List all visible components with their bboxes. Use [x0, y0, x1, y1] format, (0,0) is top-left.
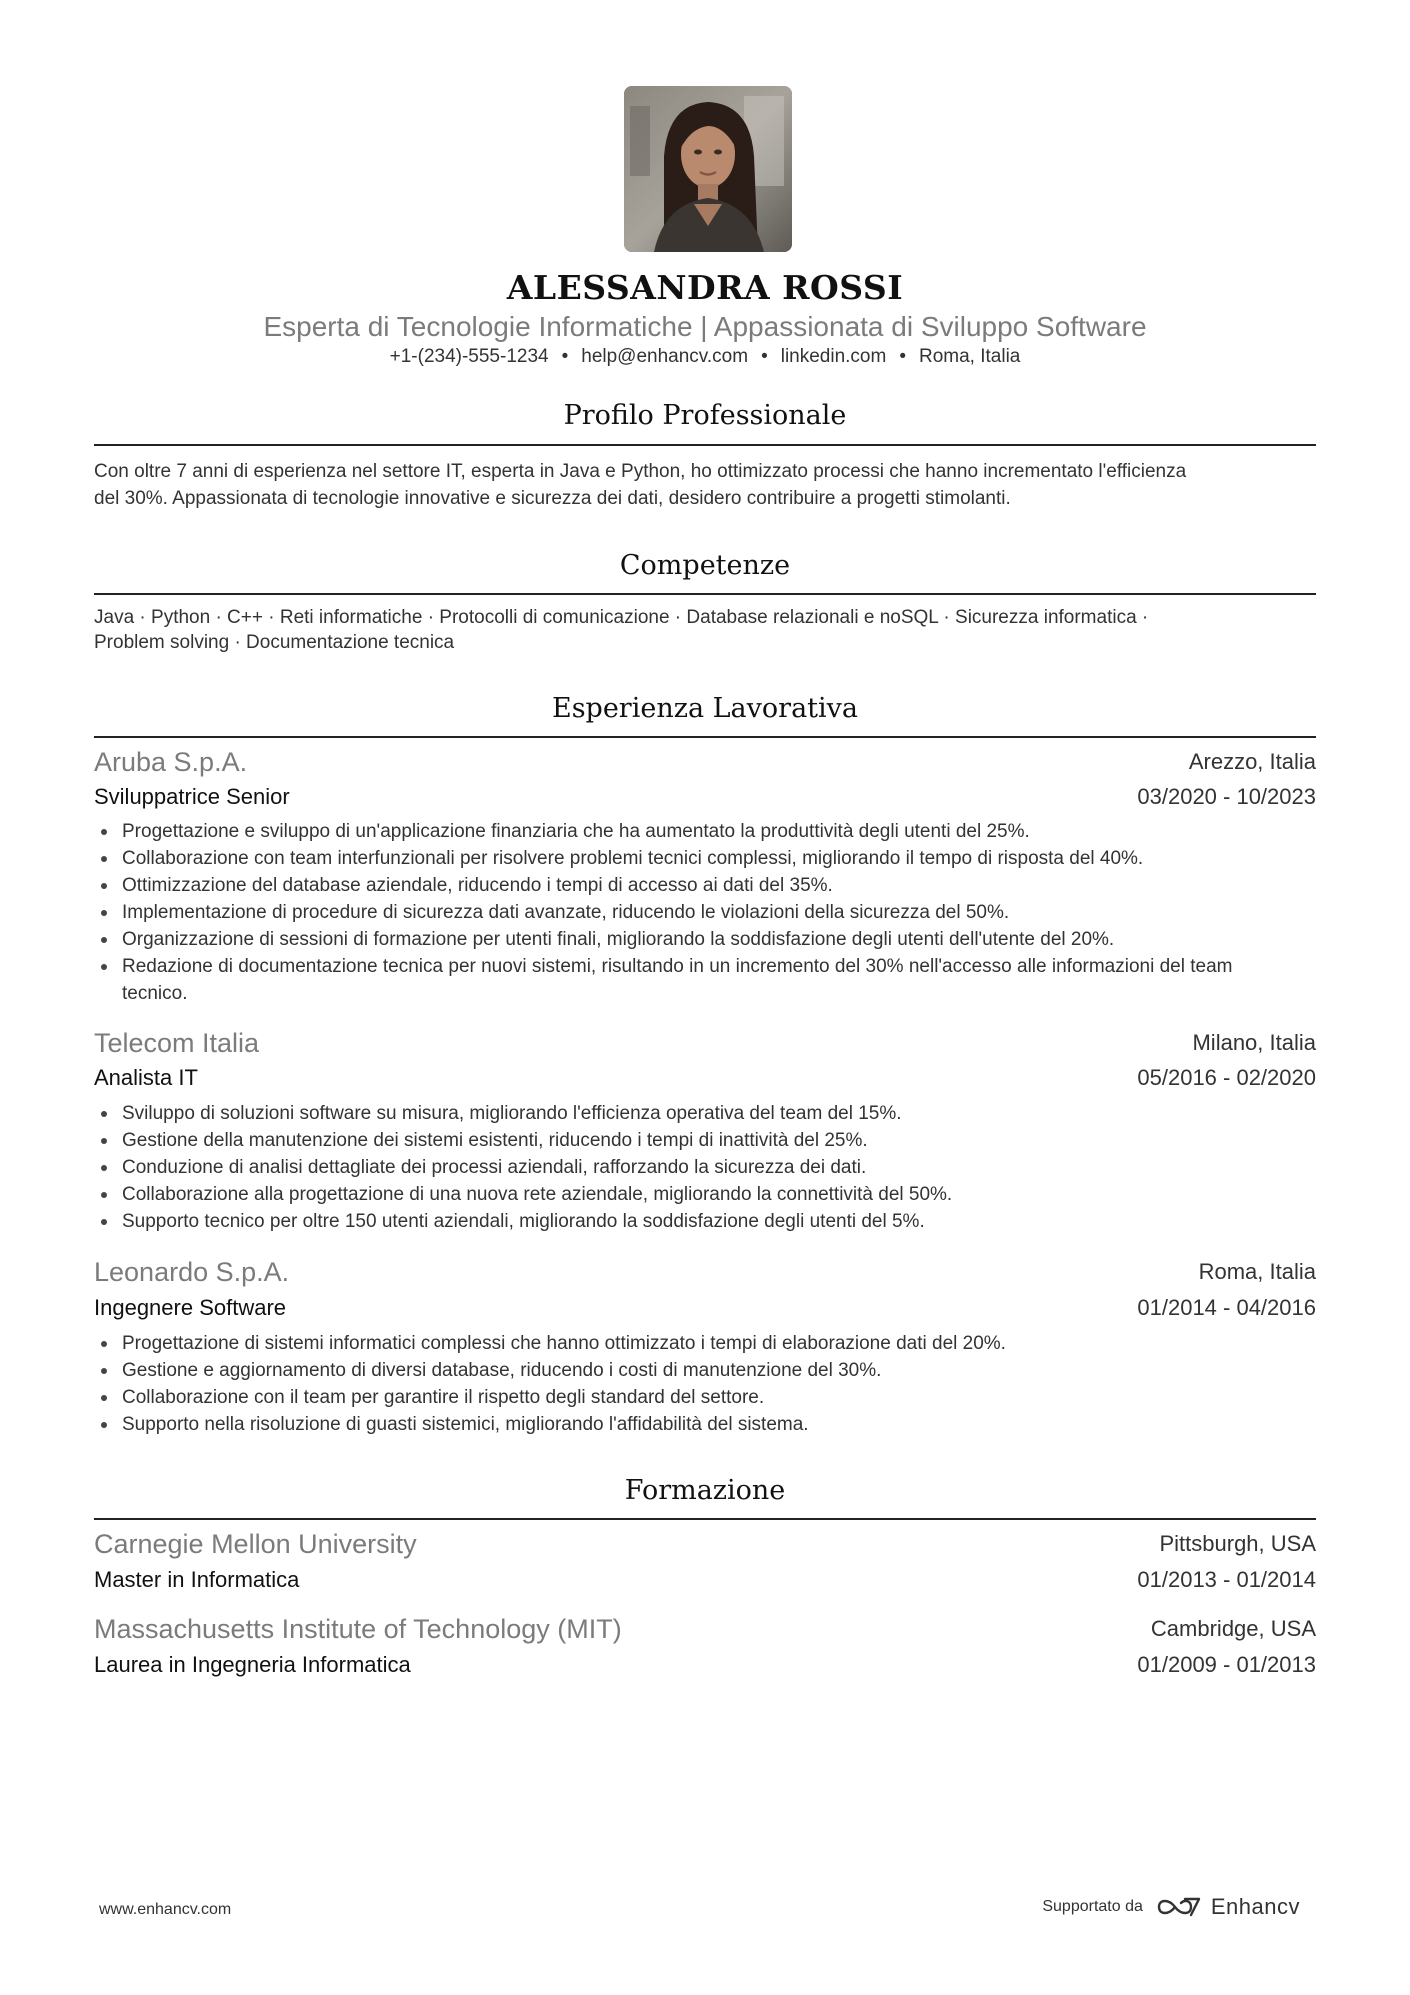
phone[interactable]: +1-(234)-555-1234 — [389, 346, 549, 367]
list-item: Implementazione di procedure di sicurezza dati avanzate, riducendo le violazioni della sicurezza del 50%. — [94, 899, 1316, 926]
separator-dot-icon: • — [761, 346, 768, 367]
list-item: Organizzazione di sessioni di formazione per utenti finali, migliorando la soddisfazione degli utenti dell'utente del 20%. — [94, 926, 1316, 953]
skills-list: Java · Python · C++ · Reti informatiche · Protocolli di comunicazione · Database relazionali e noSQL · Sicurezza informatica · Problem solving · Documentazione tecnica — [94, 607, 1149, 653]
list-item: Gestione e aggiornamento di diversi database, riducendo i costi di manutenzione del 30%. — [94, 1357, 1316, 1384]
footer-website-link[interactable]: www.enhancv.com — [99, 1901, 232, 1918]
job-role: Sviluppatrice Senior — [94, 784, 290, 809]
list-item: Gestione della manutenzione dei sistemi esistenti, riducendo i tempi di inattività del 25%. — [94, 1127, 1316, 1154]
list-item: Progettazione di sistemi informatici complessi che hanno ottimizzato i tempi di elaborazione dati del 20%. — [94, 1330, 1316, 1357]
job-location: Arezzo, Italia — [1188, 749, 1316, 774]
section-title-profile: Profilo Professionale — [563, 400, 847, 431]
list-item: Redazione di documentazione tecnica per nuovi sistemi, risultando in un incremento del 30% nell'accesso alle informazioni del team tecnico. — [94, 953, 1316, 1007]
section-divider — [94, 593, 1316, 595]
brand-name[interactable]: Enhancv — [1210, 1894, 1300, 1919]
job-company: Telecom Italia — [94, 1028, 260, 1058]
job-role: Analista IT — [94, 1065, 198, 1090]
contact-line — [0, 346, 1410, 368]
separator-dot-icon: • — [561, 346, 569, 367]
enhancv-logo-icon[interactable] — [1155, 1894, 1203, 1920]
email[interactable]: help@enhancv.com — [581, 346, 749, 367]
separator-dot-icon: • — [899, 346, 906, 367]
education-location: Pittsburgh, USA — [1159, 1531, 1316, 1556]
education-degree: Laurea in Ingegneria Informatica — [94, 1652, 411, 1677]
job-dates: 01/2014 - 04/2016 — [1137, 1295, 1316, 1320]
job-role: Ingegnere Software — [94, 1295, 287, 1320]
education-school: Massachusetts Institute of Technology (MIT) — [94, 1614, 622, 1644]
list-item: Supporto nella risoluzione di guasti sistemici, migliorando l'affidabilità del sistema. — [94, 1411, 1316, 1438]
section-divider — [94, 736, 1316, 738]
list-item: Supporto tecnico per oltre 150 utenti aziendali, migliorando la soddisfazione degli utenti del 5%. — [94, 1208, 1316, 1235]
list-item: Collaborazione con il team per garantire il rispetto degli standard del settore. — [94, 1384, 1316, 1411]
education-dates: 01/2009 - 01/2013 — [1137, 1652, 1316, 1677]
section-title-experience: Esperienza Lavorativa — [551, 693, 859, 724]
list-item: Collaborazione con team interfunzionali per risolvere problemi tecnici complessi, migliorando il tempo di risposta del 40%. — [94, 845, 1316, 872]
section-title-skills: Competenze — [619, 550, 791, 581]
job-bullets — [94, 1330, 1316, 1438]
profile-summary: Con oltre 7 anni di esperienza nel settore IT, esperta in Java e Python, ho ottimizzato processi che hanno incrementato l'efficienza del 30%. Appassionata di tecnologie innovative e sicurezza dei dati, desidero contribuire a progetti stimolanti. — [94, 461, 1187, 509]
powered-by-label: Supportato da — [1042, 1898, 1143, 1915]
job-dates: 05/2016 - 02/2020 — [1137, 1065, 1316, 1090]
job-dates: 03/2020 - 10/2023 — [1137, 784, 1316, 809]
headline: Esperta di Tecnologie Informatiche | Appassionata di Sviluppo Software — [263, 311, 1147, 342]
job-bullets — [94, 818, 1316, 1007]
list-item: Collaborazione alla progettazione di una nuova rete aziendale, migliorando la connettività del 50%. — [94, 1181, 1316, 1208]
linkedin-link[interactable]: linkedin.com — [780, 346, 887, 367]
job-location: Milano, Italia — [1192, 1030, 1316, 1055]
footer-branding — [1042, 1894, 1300, 1920]
job-company: Leonardo S.p.A. — [94, 1257, 290, 1287]
list-item: Progettazione e sviluppo di un'applicazione finanziaria che ha aumentato la produttività degli utenti del 25%. — [94, 818, 1316, 845]
candidate-name: ALESSANDRA ROSSI — [506, 268, 904, 307]
section-divider — [94, 1518, 1316, 1520]
list-item: Sviluppo di soluzioni software su misura, migliorando l'efficienza operativa del team del 15%. — [94, 1100, 1316, 1127]
section-title-education: Formazione — [624, 1475, 786, 1506]
job-company: Aruba S.p.A. — [94, 747, 248, 777]
education-location: Cambridge, USA — [1150, 1616, 1316, 1641]
avatar — [624, 86, 792, 252]
list-item: Conduzione di analisi dettagliate dei processi aziendali, rafforzando la sicurezza dei dati. — [94, 1154, 1316, 1181]
section-divider — [94, 444, 1316, 446]
education-dates: 01/2013 - 01/2014 — [1137, 1567, 1316, 1592]
list-item: Ottimizzazione del database aziendale, riducendo i tempi di accesso ai dati del 35%. — [94, 872, 1316, 899]
job-bullets — [94, 1100, 1316, 1235]
location: Roma, Italia — [918, 346, 1021, 367]
education-school: Carnegie Mellon University — [94, 1529, 417, 1559]
portrait-photo-icon — [624, 86, 792, 252]
job-location: Roma, Italia — [1198, 1259, 1316, 1284]
education-degree: Master in Informatica — [94, 1567, 300, 1592]
